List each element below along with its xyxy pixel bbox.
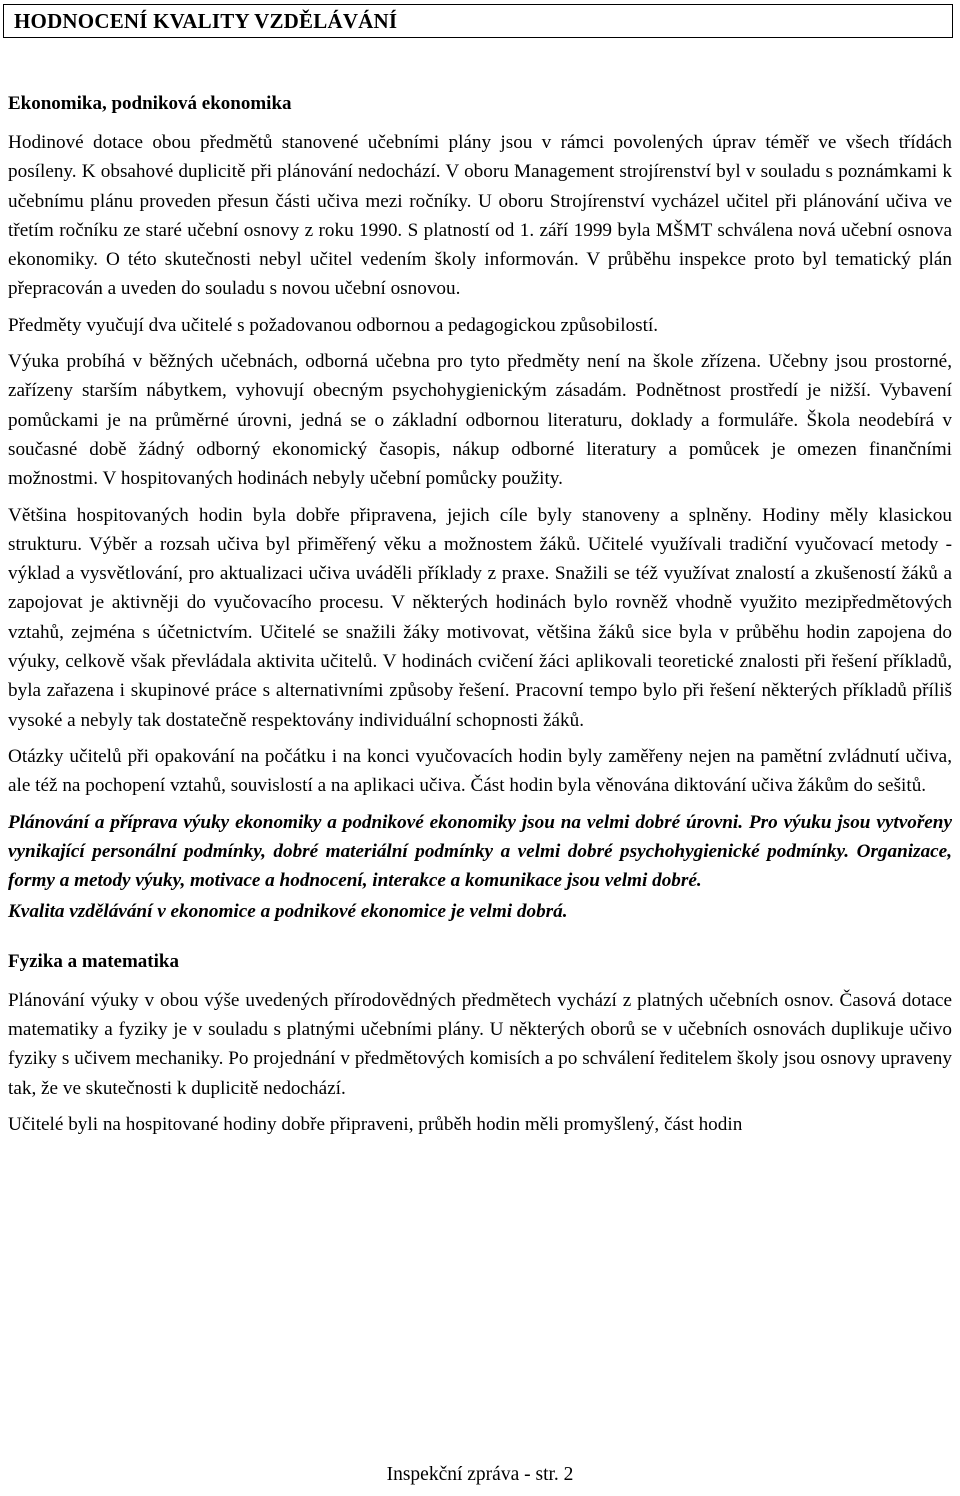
evaluation-quality: Kvalita vzdělávání v ekonomice a podnikové ekonomice je velmi dobrá. bbox=[8, 901, 568, 923]
page-title: HODNOCENÍ KVALITY VZDĚLÁVÁNÍ bbox=[14, 9, 398, 33]
evaluation-summary: Plánování a příprava výuky ekonomiky a podnikové ekonomiky jsou na velmi dobré úrovni. Pro výuku jsou vytvořeny vynikající personální podmínky, dobré materiální podmínky a velmi dobré psychohygienické podmínky. Organizace, formy a metody výuky, motivace a hodnocení, interakce a komunikace jsou velmi dobré. bbox=[8, 811, 952, 892]
paragraph-classrooms: Výuka probíhá v běžných učebnách, odborná učebna pro tyto předměty není na škole zřízena. Učebny jsou prostorné, zařízeny starším nábytkem, vyhovují obecným psychohygienickým zásadám. Podnětnost prostředí je nižší. Vybavení pomůckami je na průměrné úrovni, jedná se o základní odbornou literaturu, doklady a formuláře. Škola neodebírá v současné době žádný odborný ekonomický časopis, nákup odborné literatury a pomůcek je omezen finančními možnostmi. V hospitovaných hodinách nebyly učební pomůcky použity. bbox=[8, 351, 952, 490]
paragraph-questions: Otázky učitelů při opakování na počátku i na konci vyučovacích hodin byly zaměřeny nejen na pamětní zvládnutí učiva, ale též na pochopení vztahů, souvislostí a na aplikaci učiva. Část hodin byla věnována diktování učiva žákům do sešitů. bbox=[8, 745, 952, 797]
paragraph-physics-planning: Plánování výuky v obou výše uvedených přírodovědných předmětech vychází z platných učebních osnov. Časová dotace matematiky a fyziky je v souladu s platnými učebními plány. U některých oborů se v učebních osnovách duplikuje učivo fyziky s učivem mechaniky. Po projednání v předmětových komisích a po schválení ředitelem školy jsou osnovy upraveny tak, že ve skutečnosti k duplicitě nedochází. bbox=[8, 989, 952, 1099]
paragraph-teachers: Předměty vyučují dva učitelé s požadovanou odbornou a pedagogickou způsobilostí. bbox=[8, 314, 659, 336]
paragraph-planning: Hodinové dotace obou předmětů stanovené učebními plány jsou v rámci povolených úprav téměř ve všech třídách posíleny. K obsahové duplicitě při plánování nedochází. V oboru Management strojírenství byl v souladu s poznámkami k učebnímu plánu proveden přesun části učiva mezi ročníky. U oboru Strojírenství vycházel učitel při plánování učiva ve třetím ročníku ze staré učební osnovy z roku 1990. S platností od 1. září 1999 byla MŠMT schválena nová učební osnova ekonomiky. O této skutečnosti nebyl učitel vedením školy informován. V průběhu inspekce proto byl tematický plán přepracován a uveden do souladu s novou učební osnovou. bbox=[8, 132, 952, 300]
section-heading-economics: Ekonomika, podniková ekonomika bbox=[8, 93, 292, 114]
section-heading-physics-math: Fyzika a matematika bbox=[8, 950, 179, 972]
page-footer: Inspekční zpráva - str. 2 bbox=[386, 1464, 574, 1485]
paragraph-lessons: Většina hospitovaných hodin byla dobře připravena, jejich cíle byly stanoveny a splněny. Hodiny měly klasickou strukturu. Výběr a rozsah učiva byl přiměřený věku a možnostem žáků. Učitelé využívali tradiční vyučovací metody - výklad a vysvětlování, pro aktualizaci učiva uváděli příklady z praxe. Snažili se též využívat znalostí a zkušeností žáků a zapojovat je aktivněji do vyučovacího procesu. V některých hodinách bylo rovněž vhodně využito mezipředmětových vztahů, zejména s účetnictvím. Učitelé se snažili žáky motivovat, většina žáků sice byla v průběhu hodin zapojena do výuky, celkově však převládala aktivita učitelů. V hodinách cvičení žáci aplikovali teoretické znalosti při řešení příkladů, byla zařazena i skupinové práce s alternativními způsoby řešení. Pracovní tempo bylo při řešení některých příkladů příliš vysoké a nebyly tak dostatečně respektovány individuální schopnosti žáků. bbox=[8, 504, 952, 731]
document-body bbox=[8, 90, 952, 1146]
paragraph-physics-lessons: Učitelé byli na hospitované hodiny dobře připraveni, průběh hodin měli promyšlený, část hodin bbox=[8, 1113, 743, 1135]
section-header-box bbox=[3, 4, 953, 38]
